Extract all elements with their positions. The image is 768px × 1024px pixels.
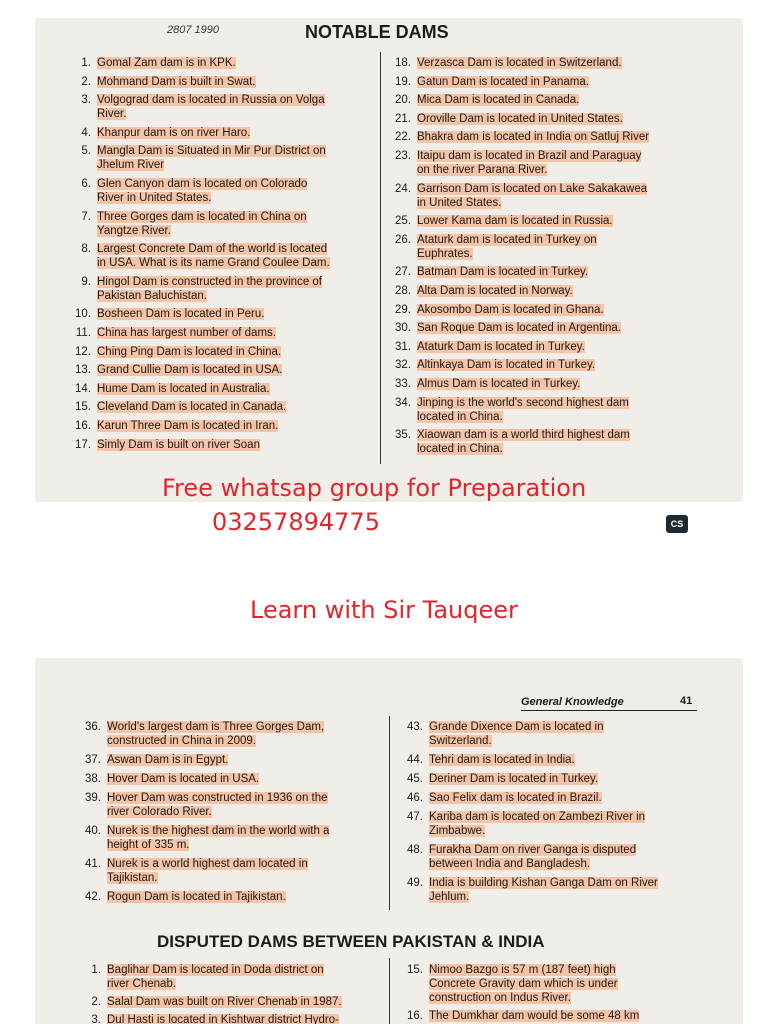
- list-item-text: [417, 428, 630, 456]
- highlighted-line: located in China.: [417, 443, 503, 456]
- list-item-text: [97, 177, 307, 205]
- list-item-number: 23.: [395, 150, 411, 162]
- list-item-text: [417, 396, 629, 424]
- list-item-text: [107, 857, 308, 885]
- highlighted-line: River.: [97, 108, 127, 121]
- highlighted-line: Nurek is the highest dam in the world with a: [107, 825, 330, 837]
- list-item-number: 7.: [81, 210, 91, 223]
- list-item-text: [417, 265, 588, 279]
- list-item-text: [417, 284, 573, 298]
- highlighted-line: San Roque Dam is located in Argentina.: [417, 322, 621, 335]
- list-item-text: [97, 126, 250, 140]
- highlighted-line: Yangtze River.: [97, 224, 171, 237]
- list-item-number: 3.: [91, 1014, 101, 1024]
- list-item-number: 39.: [85, 792, 101, 804]
- list-item-number: 46.: [407, 792, 423, 804]
- highlighted-line: Akosombo Dam is located in Ghana.: [417, 303, 604, 316]
- list-item-text: [97, 93, 325, 121]
- column-divider-lower: [389, 958, 390, 1024]
- highlighted-line: Gatun Dam is located in Panama.: [417, 75, 589, 88]
- list-item-number: 27.: [395, 266, 411, 279]
- highlighted-line: Sao Felix dam is located in Brazil.: [429, 792, 602, 804]
- list-item-number: 35.: [395, 429, 411, 442]
- list-item-text: [429, 720, 604, 748]
- list-item-text: [417, 214, 613, 228]
- list-item-text: [417, 340, 585, 354]
- list-item-text: [97, 56, 236, 70]
- list-item-number: 25.: [395, 215, 411, 228]
- list-item-text: [429, 963, 618, 1005]
- list-item-text: [417, 112, 623, 126]
- highlighted-line: Jhelum River: [97, 159, 165, 172]
- highlighted-line: construction on Indus River.: [429, 992, 571, 1004]
- highlighted-line: Hume Dam is located in Australia.: [97, 382, 270, 395]
- list-item-text: [107, 720, 324, 748]
- list-item-number: 3.: [81, 94, 91, 107]
- list-item-text: [107, 824, 329, 852]
- list-item-number: 30.: [395, 322, 411, 335]
- scan-page-notable-dams: [35, 18, 743, 502]
- list-item-text: [97, 242, 330, 270]
- list-item-number: 34.: [395, 396, 411, 409]
- list-item-number: 40.: [85, 825, 101, 837]
- highlighted-line: Mica Dam is located in Canada.: [417, 94, 580, 107]
- highlighted-line: constructed in China in 2009.: [107, 735, 256, 747]
- highlighted-line: Batman Dam is located in Turkey.: [417, 266, 589, 279]
- list-item-number: 48.: [407, 844, 423, 856]
- list-item-number: 45.: [407, 773, 423, 785]
- highlighted-line: Nimoo Bazgo is 57 m (187 feet) high: [429, 964, 616, 976]
- list-item-text: [97, 144, 326, 172]
- list-item-number: 38.: [85, 773, 101, 785]
- learn-with-text: Learn with Sir Tauqeer: [250, 596, 518, 624]
- list-item-number: 9.: [81, 275, 91, 288]
- list-item-text: [97, 382, 270, 396]
- highlighted-line: Khanpur dam is on river Haro.: [97, 126, 251, 139]
- list-item-text: [429, 876, 658, 904]
- list-item-number: 36.: [85, 721, 101, 733]
- list-item-number: 13.: [75, 364, 91, 377]
- highlighted-line: Ching Ping Dam is located in China.: [97, 345, 282, 358]
- highlighted-line: Euphrates.: [417, 247, 473, 260]
- list-item-number: 29.: [395, 303, 411, 316]
- list-item-text: [417, 149, 641, 177]
- list-item-number: 32.: [395, 359, 411, 372]
- scan-page-general-knowledge: [35, 658, 743, 1024]
- highlighted-line: Alta Dam is located in Norway.: [417, 285, 573, 297]
- highlighted-line: Xiaowan dam is a world third highest dam: [417, 429, 630, 442]
- list-item-number: 41.: [85, 858, 101, 870]
- header-rule: [521, 710, 697, 711]
- section-title-disputed: DISPUTED DAMS BETWEEN PAKISTAN & INDIA: [157, 932, 545, 951]
- list-item-text: [97, 363, 282, 377]
- list-item-number: 15.: [75, 401, 91, 414]
- list-item-text: [417, 377, 580, 391]
- highlighted-line: River in United States.: [97, 192, 212, 204]
- highlighted-line: Oroville Dam is located in United States.: [417, 112, 623, 125]
- list-item-number: 6.: [81, 178, 91, 190]
- highlighted-line: Largest Concrete Dam of the world is located: [97, 243, 328, 256]
- list-item-text: [417, 321, 621, 335]
- highlighted-line: Verzasca Dam is located in Switzerland.: [417, 57, 622, 69]
- list-item-text: [97, 275, 322, 303]
- list-item-text: [107, 753, 228, 767]
- list-item-number: 14.: [75, 382, 91, 395]
- list-item-text: [429, 843, 636, 871]
- highlighted-line: Bhakra dam is located in India on Satluj River: [417, 131, 650, 144]
- list-item-number: 10.: [75, 308, 91, 321]
- list-item-number: 11.: [75, 327, 91, 339]
- list-item-text: [97, 400, 286, 414]
- highlighted-line: Grande Dixence Dam is located in: [429, 721, 604, 733]
- highlighted-line: Bosheen Dam is located in Peru.: [97, 308, 265, 321]
- highlighted-line: between India and Bangladesh.: [429, 858, 591, 870]
- list-item-text: [107, 890, 286, 904]
- highlighted-line: in United States.: [417, 196, 502, 209]
- highlighted-line: Glen Canyon dam is located on Colorado: [97, 178, 308, 190]
- list-item-number: 20.: [395, 94, 411, 107]
- list-item-text: [107, 791, 328, 819]
- highlighted-line: Salal Dam was built on River Chenab in 1987.: [107, 996, 342, 1008]
- column-divider-upper: [389, 716, 390, 910]
- highlighted-line: Aswan Dam is in Egypt.: [107, 754, 229, 766]
- highlighted-line: Jehlum.: [429, 891, 470, 903]
- list-item-number: 24.: [395, 182, 411, 195]
- list-item-text: [429, 1009, 639, 1023]
- list-item-text: [97, 75, 256, 89]
- list-item-number: 17.: [75, 438, 91, 451]
- highlighted-line: Three Gorges dam is located in China on: [97, 210, 307, 223]
- list-item-text: [429, 791, 602, 805]
- list-item-text: [97, 210, 307, 238]
- list-item-text: [417, 130, 649, 144]
- list-item-number: 37.: [85, 754, 101, 766]
- highlighted-line: Deriner Dam is located in Turkey.: [429, 773, 599, 785]
- column-divider: [380, 52, 381, 464]
- list-item-text: [107, 995, 342, 1009]
- highlighted-line: China has largest number of dams.: [97, 327, 276, 339]
- list-item-text: [417, 303, 604, 317]
- page-number: 41: [680, 695, 693, 707]
- list-item-number: 26.: [395, 233, 411, 246]
- highlighted-line: Hingol Dam is constructed in the province of: [97, 275, 322, 288]
- highlighted-line: Nurek is a world highest dam located in: [107, 858, 308, 870]
- highlighted-line: World's largest dam is Three Gorges Dam,: [107, 721, 325, 733]
- list-item-text: [417, 93, 579, 107]
- highlighted-line: Hover Dam was constructed in 1936 on the: [107, 792, 328, 804]
- list-item-number: 16.: [407, 1010, 423, 1022]
- list-item-number: 12.: [75, 345, 91, 358]
- list-item-number: 19.: [395, 75, 411, 88]
- highlighted-line: river Colorado River.: [107, 806, 212, 818]
- list-item-text: [97, 345, 281, 359]
- highlighted-line: Kariba dam is located on Zambezi River in: [429, 811, 646, 823]
- handwritten-scribble: 2807 1990: [167, 24, 219, 36]
- page-title: NOTABLE DAMS: [305, 22, 449, 42]
- list-item-number: 1.: [91, 964, 101, 976]
- highlighted-line: Altinkaya Dam is located in Turkey.: [417, 359, 596, 372]
- highlighted-line: on the river Parana River.: [417, 164, 548, 176]
- highlighted-line: Ataturk Dam is located in Turkey.: [417, 340, 585, 353]
- list-item-number: 22.: [395, 131, 411, 144]
- highlighted-line: Hover Dam is located in USA.: [107, 773, 260, 785]
- highlighted-line: Itaipu dam is located in Brazil and Paraguay: [417, 150, 642, 162]
- list-item-number: 8.: [81, 243, 91, 256]
- highlighted-line: Grand Cullie Dam is located in USA.: [97, 364, 283, 377]
- list-item-number: 49.: [407, 877, 423, 889]
- phone-number: 03257894775: [212, 508, 380, 536]
- list-item-number: 44.: [407, 754, 423, 766]
- highlighted-line: river Chenab.: [107, 978, 177, 990]
- highlighted-line: Rogun Dam is located in Tajikistan.: [107, 891, 286, 903]
- list-item-text: [107, 772, 259, 786]
- highlighted-line: Mohmand Dam is built in Swat.: [97, 75, 256, 88]
- list-item-text: [429, 753, 575, 767]
- list-item-number: 4.: [81, 126, 91, 139]
- list-item-text: [417, 75, 589, 89]
- highlighted-line: Garrison Dam is located on Lake Sakakawea: [417, 182, 648, 195]
- list-item-text: [107, 1013, 339, 1024]
- highlighted-line: Karun Three Dam is located in Iran.: [97, 420, 279, 432]
- highlighted-line: Baglihar Dam is located in Doda district on: [107, 964, 324, 976]
- list-item-number: 5.: [81, 145, 91, 158]
- camscanner-logo: CS: [666, 515, 688, 533]
- highlighted-line: in USA. What is its name Grand Coulee Dam.: [97, 257, 330, 270]
- list-item-text: [429, 810, 645, 838]
- highlighted-line: India is building Kishan Ganga Dam on River: [429, 877, 658, 889]
- list-item-text: [417, 358, 595, 372]
- highlighted-line: Jinping is the world's second highest dam: [417, 396, 629, 409]
- list-item-number: 31.: [395, 340, 411, 353]
- highlighted-line: Zimbabwe.: [429, 825, 486, 837]
- highlighted-line: Cleveland Dam is located in Canada.: [97, 401, 287, 414]
- list-item-number: 42.: [85, 891, 101, 903]
- list-item-number: 1.: [81, 57, 91, 69]
- list-item-text: [417, 233, 597, 261]
- list-item-text: [97, 326, 276, 340]
- list-item-text: [97, 419, 278, 433]
- list-item-number: 21.: [395, 112, 411, 125]
- list-item-number: 28.: [395, 285, 411, 297]
- section-header-label: General Knowledge: [521, 696, 624, 708]
- highlighted-line: located in China.: [417, 410, 503, 423]
- list-item-number: 16.: [75, 420, 91, 432]
- list-item-number: 33.: [395, 378, 411, 390]
- list-item-number: 15.: [407, 964, 423, 976]
- list-item-text: [107, 963, 324, 991]
- list-item-number: 2.: [81, 75, 91, 88]
- highlighted-line: Simly Dam is built on river Soan: [97, 438, 260, 451]
- list-item-text: [417, 56, 622, 70]
- list-item-text: [97, 307, 264, 321]
- list-item-text: [417, 182, 647, 210]
- highlighted-line: The Dumkhar dam would be some 48 km: [429, 1010, 640, 1022]
- highlighted-line: Tajikistan.: [107, 872, 158, 884]
- highlighted-line: Tehri dam is located in India.: [429, 754, 575, 766]
- highlighted-line: Volgograd dam is located in Russia on Volga: [97, 94, 325, 107]
- highlighted-line: Switzerland.: [429, 735, 492, 747]
- list-item-number: 43.: [407, 721, 423, 733]
- whatsapp-promo-text: Free whatsap group for Preparation: [162, 474, 587, 502]
- highlighted-line: Pakistan Baluchistan.: [97, 289, 207, 302]
- list-item-number: 18.: [395, 57, 411, 69]
- highlighted-line: height of 335 m.: [107, 839, 190, 851]
- list-item-text: [429, 772, 598, 786]
- highlighted-line: Furakha Dam on river Ganga is disputed: [429, 844, 637, 856]
- highlighted-line: Ataturk dam is located in Turkey on: [417, 233, 597, 246]
- highlighted-line: Gomal Zam dam is in KPK.: [97, 57, 236, 69]
- list-item-number: 2.: [91, 996, 101, 1008]
- highlighted-line: Concrete Gravity dam which is under: [429, 978, 618, 990]
- highlighted-line: Mangla Dam is Situated in Mir Pur District on: [97, 145, 326, 158]
- highlighted-line: Almus Dam is located in Turkey.: [417, 378, 581, 390]
- list-item-text: [97, 438, 260, 452]
- highlighted-line: Dul Hasti is located in Kishtwar district Hydro-: [107, 1014, 339, 1024]
- highlighted-line: Lower Kama dam is located in Russia.: [417, 215, 613, 228]
- list-item-number: 47.: [407, 811, 423, 823]
